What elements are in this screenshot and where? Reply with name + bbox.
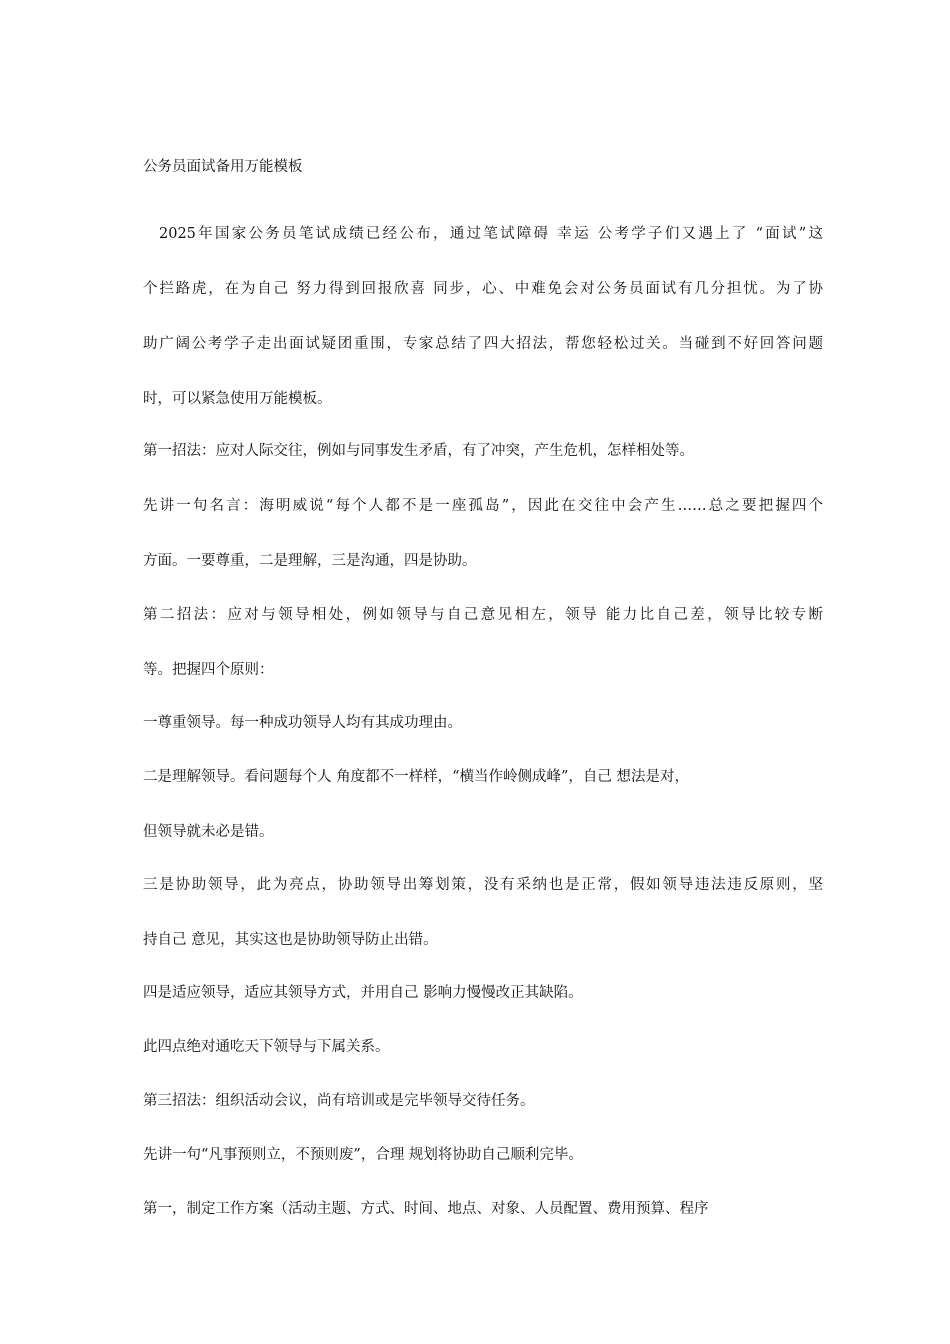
text-line: 此四点绝对通吃天下领导与下属关系。 xyxy=(143,1039,390,1055)
document-title: 公务员面试备用万能模板 xyxy=(143,159,303,175)
paragraph-method-3-detail xyxy=(143,1128,823,1183)
text-line: 方面。一要尊重，二是理解，三是沟通，四是协助。 xyxy=(143,553,477,569)
text-line: 二是理解领导。看问题每个人 角度都不一样样，“横当作岭侧成峰”，自己 想法是对， xyxy=(143,769,690,785)
text-line: 四是适应领导，适应其领导方式，并用自己 影响力慢慢改正其缺陷。 xyxy=(143,985,583,1001)
paragraph-principle-4 xyxy=(143,966,823,1021)
text-line: 第二招法：应对与领导相处，例如领导与自己意见相左，领导 能力比自己差，领导比较专断 xyxy=(143,607,823,623)
text-line: 第三招法：组织活动会议，尚有培训或是完毕领导交待任务。 xyxy=(143,1093,535,1109)
text-line: 时，可以紧急使用万能模板。 xyxy=(143,391,332,407)
text-line: 个拦路虎，在为自己 努力得到回报欣喜 同步，心、中难免会对公务员面试有几分担忧。为了协 xyxy=(143,281,823,297)
paragraph-step-1 xyxy=(143,1182,823,1237)
paragraph-method-3 xyxy=(143,1074,823,1129)
paragraph-summary xyxy=(143,1020,823,1075)
paragraph-method-1 xyxy=(143,424,823,479)
text-line: 等。把握四个原则： xyxy=(143,662,274,678)
text-line: 一尊重领导。每一种成功领导人均有其成功理由。 xyxy=(143,715,462,731)
paragraph-principle-1 xyxy=(143,696,823,751)
text-line: 但领导就未必是错。 xyxy=(143,824,274,840)
text-line: 第一招法：应对人际交往，例如与同事发生矛盾，有了冲突，产生危机，怎样相处等。 xyxy=(143,443,694,459)
text-line: 助广阔公考学子走出面试疑团重围，专家总结了四大招法，帮您轻松过关。当碰到不好回答问题 xyxy=(143,336,823,352)
paragraph-method-2 xyxy=(143,588,823,698)
text-line: 第一，制定工作方案（活动主题、方式、时间、地点、对象、人员配置、费用预算、程序 xyxy=(143,1201,709,1217)
text-line: 三是协助领导，此为亮点，协助领导出筹划策，没有采纳也是正常，假如领导违法违反原则，坚 xyxy=(143,877,823,893)
paragraph-method-1-detail xyxy=(143,479,823,589)
paragraph-principle-3 xyxy=(143,858,823,968)
paragraph-intro xyxy=(143,207,823,427)
text-line: 2025年国家公务员笔试成绩已经公布，通过笔试障碍 幸运 公考学子们又遇上了 “面试”这 xyxy=(159,226,823,242)
text-line: 持自己 意见，其实这也是协助领导防止出错。 xyxy=(143,932,438,948)
paragraph-principle-2 xyxy=(143,750,823,860)
text-line: 先讲一句名言：海明威说“每个人都不是一座孤岛”，因此在交往中会产生……总之要把握四个 xyxy=(143,498,823,514)
text-line: 先讲一句“凡事预则立，不预则废”，合理 规划将协助自己顺利完毕。 xyxy=(143,1147,583,1163)
